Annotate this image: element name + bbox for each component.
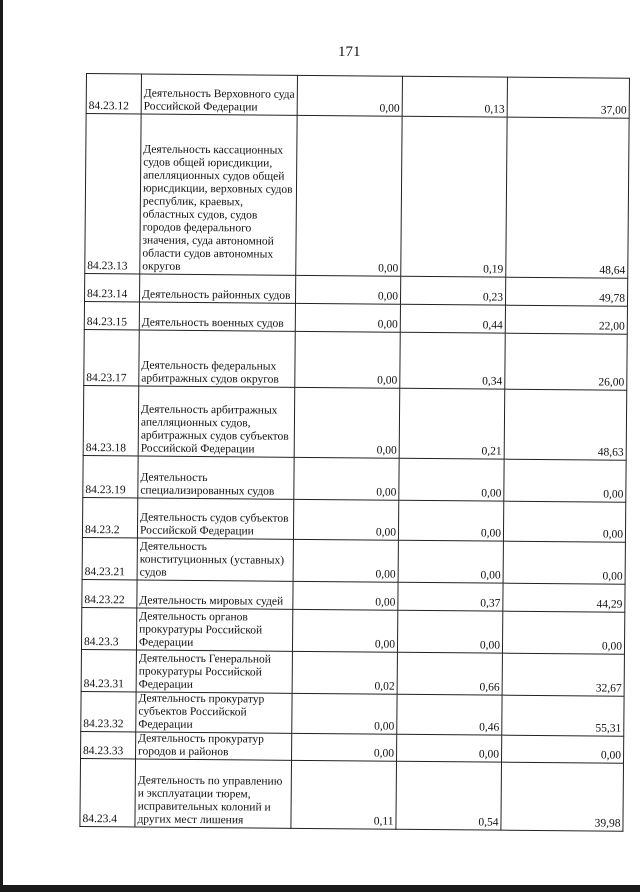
row-value-3: 49,78 (505, 277, 627, 306)
table-row (82, 497, 625, 542)
table-row (84, 329, 627, 390)
row-value-3: 48,63 (504, 389, 627, 460)
row-value-1: 0,00 (295, 331, 400, 388)
page-number: 171 (338, 44, 361, 60)
row-code: 84.23.14 (85, 273, 140, 301)
row-value-2: 0,19 (401, 116, 507, 277)
row-value-2: 0,46 (397, 694, 502, 735)
table-row (85, 114, 629, 279)
row-value-1: 0,00 (297, 75, 402, 116)
row-value-2: 0,23 (400, 276, 505, 305)
table-row (82, 537, 625, 584)
row-value-3: 55,31 (502, 695, 624, 736)
row-value-1: 0,00 (295, 275, 400, 304)
row-value-1: 0,00 (292, 733, 397, 761)
row-code: 84.23.2 (82, 497, 137, 537)
row-value-3: 22,00 (505, 305, 627, 334)
row-name: Деятельность Генеральной прокуратуры Российской Федерации (136, 650, 292, 693)
scan-border-bottom (0, 885, 640, 892)
row-code: 84.23.4 (80, 758, 136, 826)
row-value-2: 0,34 (400, 332, 505, 389)
table-row (83, 455, 626, 502)
row-code: 84.23.33 (81, 731, 136, 758)
row-code: 84.23.18 (83, 385, 139, 455)
row-value-1: 0,11 (291, 760, 397, 829)
row-value-2: 0,21 (399, 388, 505, 459)
row-name: Деятельность мировых судей (137, 580, 293, 609)
row-value-2: 0,00 (397, 610, 502, 653)
row-name: Деятельность судов субъектов Российской Федерации (137, 498, 293, 539)
row-value-2: 0,00 (397, 734, 502, 762)
row-name: Деятельность конституционных (уставных) судов (137, 538, 293, 581)
row-value-2: 0,13 (402, 76, 507, 117)
scan-border-left (0, 0, 3, 892)
row-value-2: 0,66 (397, 652, 502, 695)
row-value-1: 0,00 (294, 457, 399, 500)
row-value-2: 0,37 (398, 582, 503, 611)
row-code: 84.23.21 (82, 537, 137, 579)
row-code: 84.23.3 (81, 607, 136, 649)
row-value-3: 0,00 (504, 459, 626, 502)
row-value-3: 0,00 (503, 501, 625, 542)
row-value-3: 32,67 (502, 653, 624, 696)
row-name: Деятельность районных судов (140, 274, 296, 303)
row-value-2: 0,54 (396, 761, 502, 830)
row-value-3: 44,29 (503, 583, 625, 612)
table-row (81, 731, 624, 763)
row-name: Деятельность прокуратур субъектов Российской Федерации (136, 692, 292, 733)
row-value-1: 0,00 (293, 499, 398, 540)
row-code: 84.23.19 (83, 455, 138, 497)
table-row (81, 649, 624, 696)
table-row (86, 74, 629, 119)
table-row (82, 579, 625, 612)
row-value-1: 0,00 (295, 303, 400, 332)
table-row (84, 301, 627, 334)
row-value-3: 39,98 (501, 762, 624, 831)
row-value-2: 0,00 (398, 500, 503, 541)
row-name: Деятельность органов прокуратуры Российской Федерации (136, 608, 292, 651)
row-value-3: 0,00 (502, 611, 624, 654)
row-name: Деятельность федеральных арбитражных судов округов (139, 330, 295, 387)
row-name: Деятельность кассационных судов общей юрисдикции, апелляционных судов общей юрисдикции, верховных судов республик, краевых, областных судов, судов городов федерального значения, суда автономной области судов автономных округов (140, 114, 297, 275)
row-value-1: 0,00 (292, 609, 397, 652)
row-value-3: 26,00 (505, 333, 627, 390)
row-name: Деятельность специализированных судов (138, 456, 294, 499)
row-value-3: 48,64 (506, 117, 629, 278)
row-value-1: 0,00 (296, 115, 402, 276)
table-row (81, 691, 624, 736)
row-value-3: 37,00 (507, 77, 629, 118)
row-name: Деятельность военных судов (139, 302, 295, 331)
row-name: Деятельность прокуратур городов и районов (136, 732, 292, 760)
row-name: Деятельность по управлению и эксплуатации тюрем, исправительных колоний и других мест лишения (135, 759, 292, 828)
row-value-1: 0,00 (293, 539, 398, 582)
row-code: 84.23.12 (86, 74, 141, 114)
row-name: Деятельность Верховного суда Российской Федерации (141, 74, 297, 115)
row-name: Деятельность арбитражных апелляционных судов, арбитражных судов субъектов Российской Федерации (138, 386, 295, 457)
table-body (80, 74, 630, 832)
table-row (83, 385, 627, 460)
row-code: 84.23.17 (84, 329, 139, 385)
row-code: 84.23.31 (81, 649, 136, 691)
table-row (81, 607, 624, 654)
table-row (85, 273, 628, 306)
row-code: 84.23.22 (82, 579, 137, 607)
row-value-1: 0,00 (294, 387, 400, 458)
row-code: 84.23.32 (81, 691, 136, 731)
row-code: 84.23.15 (84, 301, 139, 329)
table-row (80, 758, 624, 831)
row-value-3: 0,00 (502, 735, 624, 763)
row-value-3: 0,00 (503, 541, 625, 584)
row-value-1: 0,00 (292, 693, 397, 734)
classifier-table (79, 73, 630, 832)
row-value-2: 0,44 (400, 304, 505, 333)
row-value-1: 0,02 (292, 651, 397, 694)
row-value-1: 0,00 (293, 581, 398, 610)
row-code: 84.23.13 (85, 114, 141, 274)
row-value-2: 0,00 (399, 458, 504, 501)
row-value-2: 0,00 (398, 540, 503, 583)
